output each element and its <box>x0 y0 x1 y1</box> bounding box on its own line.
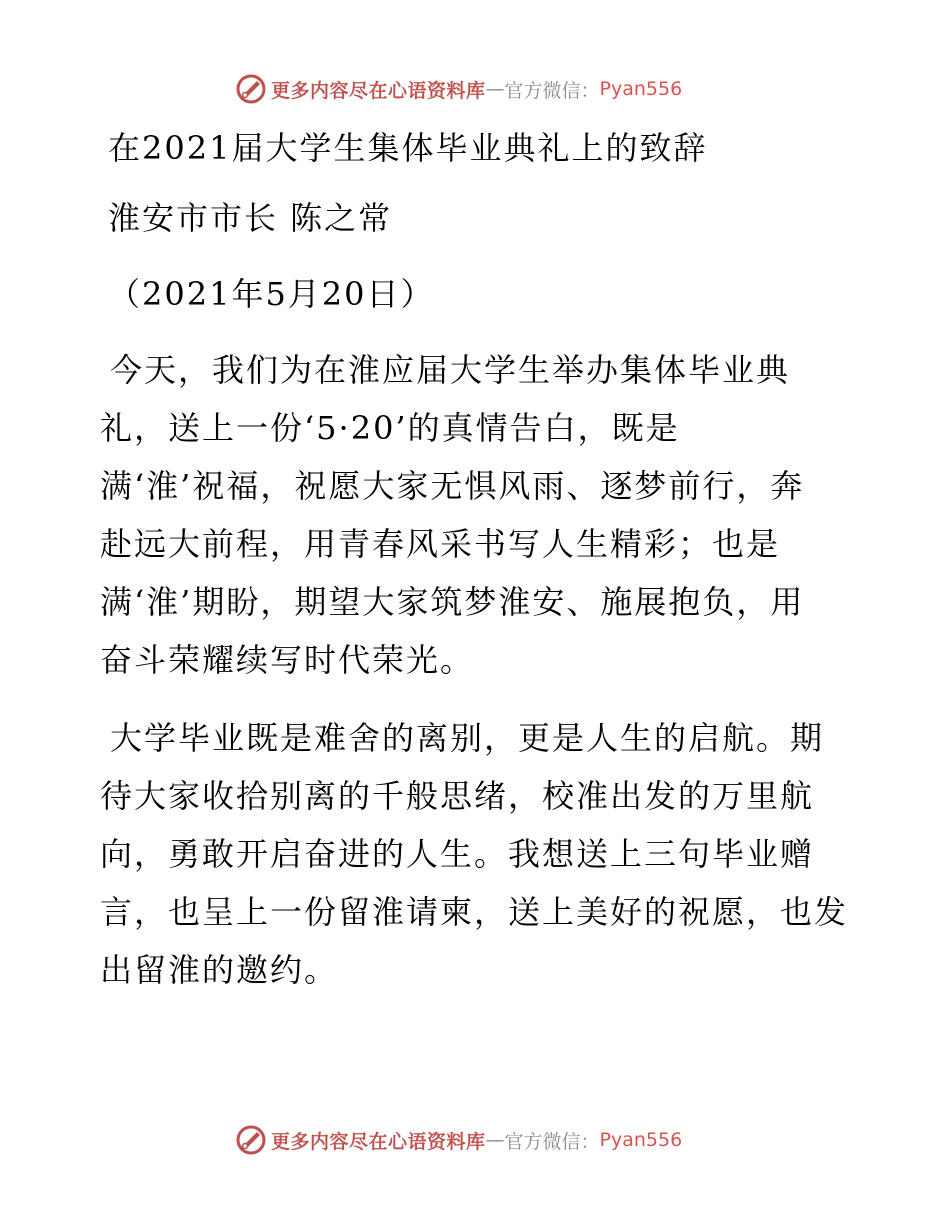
paragraph-1-line-2: 礼，送上一份‘5·20’的真情告白，既是 <box>100 409 680 447</box>
paragraph-2-line-5: 出留淮的邀约。 <box>100 951 339 989</box>
paragraph-1-line-4: 赴远大前程，用青春风采书写人生精彩；也是 <box>100 525 781 563</box>
banner-text: 更多内容尽在心语资料库 <box>271 79 486 102</box>
banner-dash: — <box>485 1129 505 1151</box>
brand-logo-icon <box>235 73 267 105</box>
brand-logo-icon <box>235 1124 267 1156</box>
banner-dash: — <box>485 78 505 100</box>
banner-text: 更多内容尽在心语资料库 <box>271 1130 486 1153</box>
document-title: 在2021届大学生集体毕业典礼上的致辞 <box>108 129 708 167</box>
document-date: （2021年5月20日） <box>108 275 435 313</box>
footer-banner <box>235 1123 682 1157</box>
header-banner <box>235 72 682 106</box>
banner-wechat-id: Pyan556 <box>599 78 683 100</box>
paragraph-1-line-6: 奋斗荣耀续写时代荣光。 <box>100 641 475 679</box>
paragraph-1-line-5: 满‘淮’期盼，期望大家筑梦淮安、施展抱负，用 <box>100 583 805 621</box>
paragraph-2-line-2: 待大家收拾别离的千般思绪，校准出发的万里航 <box>100 777 815 815</box>
paragraph-2-line-4: 言，也呈上一份留淮请柬，送上美好的祝愿，也发 <box>100 893 849 931</box>
paragraph-1-line-3: 满‘淮’祝福，祝愿大家无惧风雨、逐梦前行，奔 <box>100 467 805 505</box>
paragraph-2-line-1: 大学毕业既是难舍的离别，更是人生的启航。期 <box>110 719 825 757</box>
document-author: 淮安市市长 陈之常 <box>108 199 393 237</box>
banner-wechat-label: 官方微信： <box>504 79 600 102</box>
banner-wechat-label: 官方微信： <box>504 1130 600 1153</box>
paragraph-1-line-1: 今天，我们为在淮应届大学生举办集体毕业典 <box>110 351 791 389</box>
banner-wechat-id: Pyan556 <box>599 1129 683 1151</box>
paragraph-2-line-3: 向，勇敢开启奋进的人生。我想送上三句毕业赠 <box>100 835 815 873</box>
